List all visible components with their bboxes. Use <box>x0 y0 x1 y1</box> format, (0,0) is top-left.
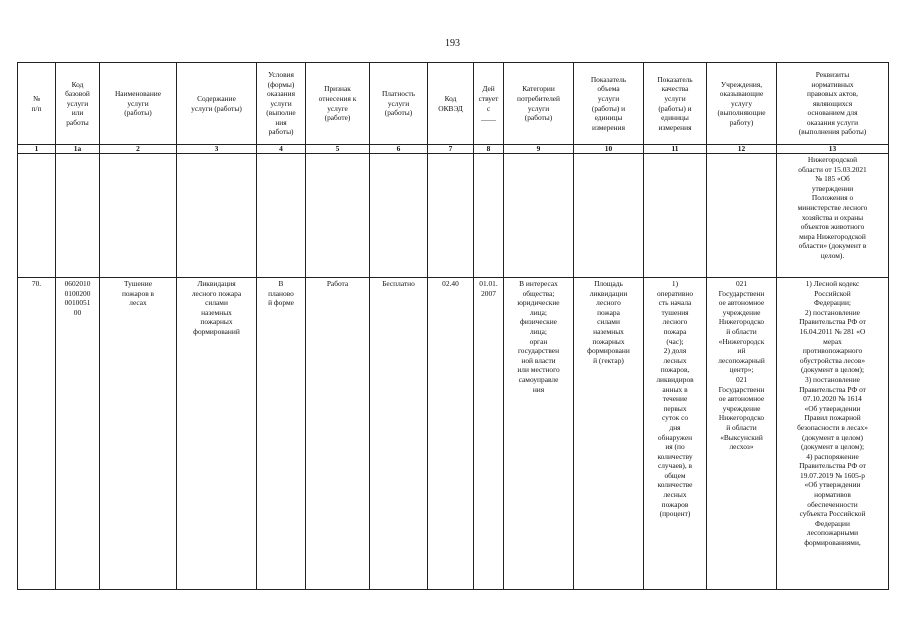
table-row <box>18 278 889 590</box>
legal-acts: 1) Лесной кодекс Российской Федерации; 2) постановление Правительства РФ от 16.04.2011 № 281 «О мерах противопожарного обустройства лесов» (документ в целом); 3) постановление Правительства РФ от 07.10.2020 № 1614 «Об утверждении Правил пожарной безопасности в лесах» (документ в целом) (документ в целом); 4) распоряжение Правительства РФ от 19.07.2019 № 1605-р «Об утверждении нормативов обеспеченности субъекта Российской Федерации лесопожарными формированиями, <box>777 278 889 590</box>
service-payment: Бесплатно <box>370 278 428 590</box>
service-code: 0602010 0100200 0010051 00 <box>56 278 100 590</box>
service-content: Ликвидация лесного пожара силами наземных пожарных формирований <box>177 278 257 590</box>
page-number: 193 <box>445 38 460 49</box>
column-number-row <box>18 145 889 154</box>
service-conditions: В плановo й форме <box>257 278 306 590</box>
header-cell: Признак отнесения к услуге (работе) <box>306 63 370 145</box>
volume-indicator: Площадь ликвидации лесного пожара силами наземных пожарных формировани й (гектар) <box>574 278 644 590</box>
empty-cell <box>474 154 504 278</box>
institutions-list: 021 Государственн ое автономное учреждение Нижегородско й области «Нижегородск ий лесопожарный центр»; 021 Государственн ое автономное учреждение Нижегородско й области «Выксунский лесхоз» <box>707 278 777 590</box>
empty-cell <box>177 154 257 278</box>
column-number: 6 <box>370 145 428 154</box>
header-cell: № п/п <box>18 63 56 145</box>
service-name: Тушение пожаров в лесах <box>100 278 177 590</box>
column-number: 10 <box>574 145 644 154</box>
services-registry-table <box>17 62 889 590</box>
header-cell: Категории потребителей услуги (работы) <box>504 63 574 145</box>
row-number: 70. <box>18 278 56 590</box>
header-cell: Показатель качества услуги (работы) и единицы измерения <box>644 63 707 145</box>
column-number: 1 <box>18 145 56 154</box>
header-cell: Дей ствует с ____ <box>474 63 504 145</box>
column-number: 3 <box>177 145 257 154</box>
empty-cell <box>644 154 707 278</box>
header-cell: Наименование услуги (работы) <box>100 63 177 145</box>
empty-cell <box>504 154 574 278</box>
consumer-categories: В интересах общества; юридические лица; физические лица; орган государствен ной власти или местного самоуправле ния <box>504 278 574 590</box>
legal-acts-continuation: Нижегородской области от 15.03.2021 № 185 «Об утверждении Положения о министерстве лесного хозяйства и охраны объектов животного мира Нижегородской области» (документ в целом). <box>777 154 889 278</box>
column-number: 12 <box>707 145 777 154</box>
column-number: 11 <box>644 145 707 154</box>
empty-cell <box>100 154 177 278</box>
header-cell: Платность услуги (работы) <box>370 63 428 145</box>
service-attribute: Работа <box>306 278 370 590</box>
header-cell: Код базовой услуги или работы <box>56 63 100 145</box>
column-number: 9 <box>504 145 574 154</box>
empty-cell <box>707 154 777 278</box>
header-cell: Показатель объема услуги (работы) и единицы измерения <box>574 63 644 145</box>
okved-code: 02.40 <box>428 278 474 590</box>
header-cell: Реквизиты нормативных правовых актов, являющихся основанием для оказания услуги (выполнения работы) <box>777 63 889 145</box>
column-number: 2 <box>100 145 177 154</box>
empty-cell <box>56 154 100 278</box>
header-row <box>18 63 889 145</box>
table-row-continuation <box>18 154 889 278</box>
column-number: 1а <box>56 145 100 154</box>
column-number: 7 <box>428 145 474 154</box>
empty-cell <box>428 154 474 278</box>
header-cell: Содержание услуги (работы) <box>177 63 257 145</box>
empty-cell <box>18 154 56 278</box>
empty-cell <box>306 154 370 278</box>
column-number: 5 <box>306 145 370 154</box>
header-cell: Учреждения, оказывающие услугу (выполняющие работу) <box>707 63 777 145</box>
empty-cell <box>370 154 428 278</box>
empty-cell <box>574 154 644 278</box>
column-number: 4 <box>257 145 306 154</box>
column-number: 8 <box>474 145 504 154</box>
empty-cell <box>257 154 306 278</box>
valid-from-date: 01.01. 2007 <box>474 278 504 590</box>
quality-indicator: 1) оперативно сть начала тушения лесного пожара (час); 2) доля лесных пожаров, ликвидиров анных в течение первых суток со дня обнаружен ия (по количеству случаев), в общем количестве лесных пожаров (процент) <box>644 278 707 590</box>
header-cell: Код ОКВЭД <box>428 63 474 145</box>
header-cell: Условия (формы) оказания услуги (выполне ния работы) <box>257 63 306 145</box>
column-number: 13 <box>777 145 889 154</box>
